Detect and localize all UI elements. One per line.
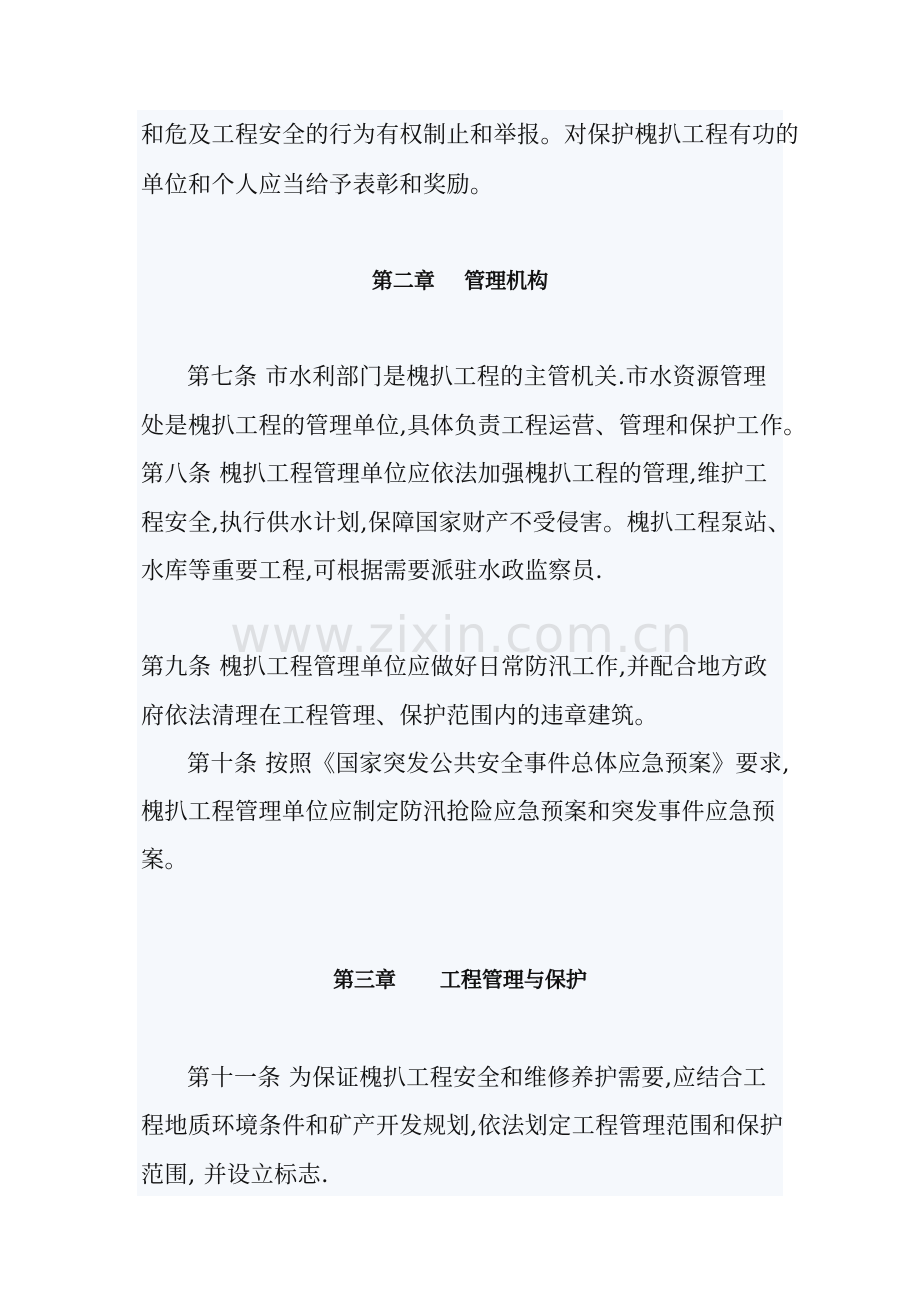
- article-8-line-2: 程安全,执行供水计划,保障国家财产不受侵害。槐扒工程泵站、: [141, 510, 792, 536]
- intro-line-1: 和危及工程安全的行为有权制止和举报。对保护槐扒工程有功的: [141, 122, 799, 148]
- article-8-line-3: 水库等重要工程,可根据需要派驻水政监察员.: [141, 558, 604, 584]
- intro-line-2: 单位和个人应当给予表彰和奖励。: [141, 172, 494, 198]
- watermark: www.zixin.com.cn: [230, 606, 694, 664]
- article-7-line-2: 处是槐扒工程的管理单位,具体负责工程运营、管理和保护工作。: [141, 413, 807, 439]
- article-11-line-3: 范围, 并设立标志.: [141, 1162, 329, 1188]
- article-11-line-2: 程地质环境条件和矿产开发规划,依法划定工程管理范围和保护: [141, 1113, 784, 1139]
- article-10-line-2: 槐扒工程管理单位应制定防汛抢险应急预案和突发事件应急预: [141, 799, 776, 825]
- article-11-line-1: 第十一条 为保证槐扒工程安全和维修养护需要,应结合工: [187, 1065, 767, 1091]
- article-9-line-2: 府依法清理在工程管理、保护范围内的违章建筑。: [141, 703, 658, 729]
- article-10-line-1: 第十条 按照《国家突发公共安全事件总体应急预案》要求,: [187, 751, 791, 777]
- article-8-line-1: 第八条 槐扒工程管理单位应依法加强槐扒工程的管理,维护工: [141, 461, 768, 487]
- article-7-line-1: 第七条 市水利部门是槐扒工程的主管机关.市水资源管理: [187, 364, 767, 390]
- chapter-2-heading: 第二章 管理机构: [371, 269, 549, 293]
- article-9-line-1: 第九条 槐扒工程管理单位应做好日常防汛工作,并配合地方政: [141, 654, 768, 680]
- article-10-line-3: 案。: [141, 847, 188, 873]
- chapter-3-heading: 第三章 工程管理与保护: [333, 968, 587, 992]
